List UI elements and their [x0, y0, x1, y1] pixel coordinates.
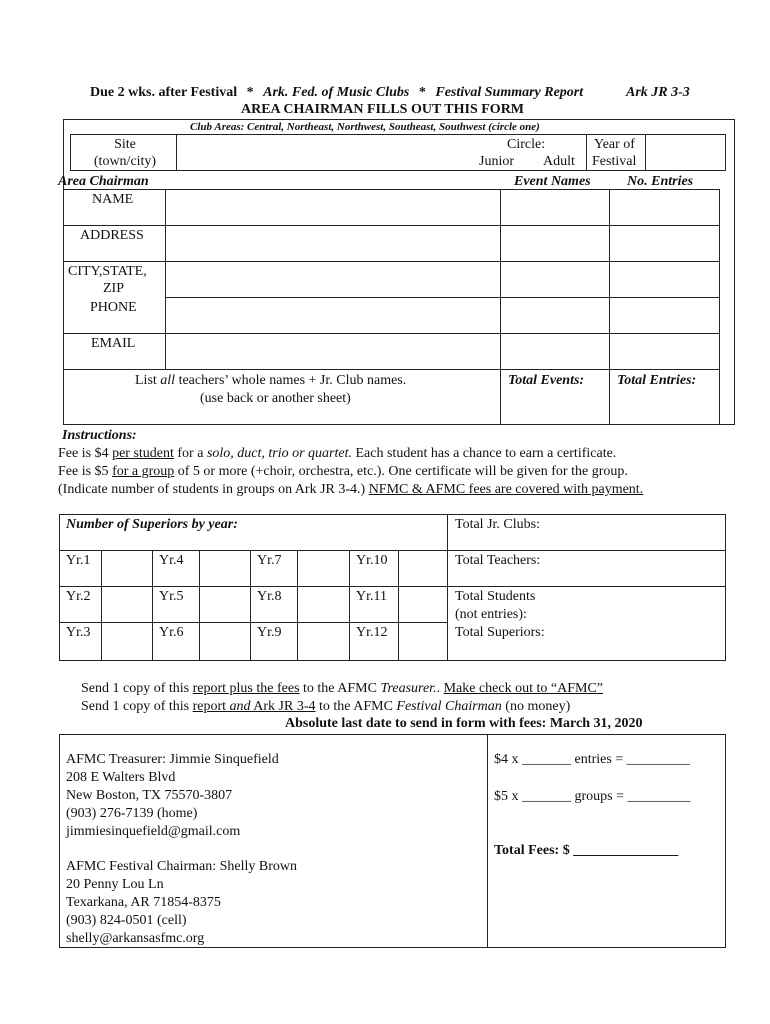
instruction-line-2 [58, 464, 628, 480]
year-9-input[interactable] [298, 623, 348, 660]
address-input[interactable] [167, 227, 498, 259]
teachers-list-note-pre: List [135, 373, 161, 388]
report-title: Festival Summary Report [435, 85, 584, 100]
name-input[interactable] [167, 191, 498, 223]
instruction-line-1 [58, 446, 616, 462]
chairman-title: AFMC Festival Chairman: Shelly Brown [66, 859, 297, 874]
year-label: Year of [594, 137, 635, 152]
teachers-list-note-all: all [160, 373, 176, 388]
total-students-label: Total Students [455, 589, 536, 604]
instr-indicate: (Indicate number of students in groups on Ark JR 3-4.) [58, 482, 369, 497]
fee-entries-line[interactable]: $4 x _______ entries = _________ [494, 752, 690, 767]
send-no-money: (no money) [501, 699, 571, 714]
treasurer-phone: (903) 276-7139 (home) [66, 806, 198, 821]
send-to-afmc-2: to the AFMC [315, 699, 397, 714]
year-12-label: Yr.12 [356, 625, 388, 640]
send-jr-3-4: Ark JR 3-4 [250, 699, 316, 714]
year-11-label: Yr.11 [356, 589, 387, 604]
year-3-input[interactable] [102, 623, 151, 660]
instr-solo-types: solo, duct, trio or quartet. [206, 446, 352, 461]
club-areas[interactable]: Club Areas: Central, Northeast, Northwest, Southeast, Southwest (circle one) [190, 121, 540, 133]
area-chairman-heading: Area Chairman [58, 174, 149, 189]
site-label: Site [114, 137, 136, 152]
send-report: report [192, 699, 230, 714]
chairman-email[interactable]: shelly@arkansasfmc.org [66, 931, 205, 946]
year-11-input[interactable] [399, 587, 446, 621]
due-note: Due 2 wks. after Festival [90, 85, 238, 100]
send-dot: . [436, 681, 444, 696]
field-label-city-state: CITY,STATE, [68, 264, 147, 279]
circle-option-junior[interactable]: Junior [479, 154, 514, 169]
chairman-phone: (903) 824-0501 (cell) [66, 913, 187, 928]
year-10-input[interactable] [399, 551, 446, 585]
field-label-phone: PHONE [90, 300, 137, 315]
field-label-address: ADDRESS [80, 228, 144, 243]
instr-fees-covered: NFMC & AFMC fees are covered with payment. [368, 482, 644, 497]
year-10-label: Yr.10 [356, 553, 388, 568]
instr-group-note: of 5 or more (+choir, orchestra, etc.). One certificate will be given for the group. [174, 464, 628, 479]
year-1-input[interactable] [102, 551, 151, 585]
deadline-note: Absolute last date to send in form with fees: March 31, 2020 [285, 716, 643, 731]
year-8-input[interactable] [298, 587, 348, 621]
total-students-note: (not entries): [455, 607, 527, 622]
year-2-input[interactable] [102, 587, 151, 621]
instr-fee-4: Fee is $4 [58, 446, 113, 461]
circle-option-adult[interactable]: Adult [543, 154, 575, 169]
total-entries-input[interactable] [611, 392, 718, 423]
header-line [90, 85, 583, 101]
total-teachers-label: Total Teachers: [455, 553, 541, 568]
instr-certificate: Each student has a chance to earn a certificate. [352, 446, 617, 461]
chairman-city: Texarkana, AR 71854-8375 [66, 895, 221, 910]
treasurer-address: 208 E Walters Blvd [66, 770, 176, 785]
year-8-label: Yr.8 [257, 589, 282, 604]
year-label-sub: Festival [592, 154, 637, 169]
event-names-input[interactable] [502, 191, 607, 367]
total-events-label: Total Events: [508, 373, 585, 388]
year-3-label: Yr.3 [66, 625, 91, 640]
year-9-label: Yr.9 [257, 625, 282, 640]
event-names-heading: Event Names [514, 174, 591, 189]
send-line-2 [81, 699, 570, 715]
organization-name: Ark. Fed. of Music Clubs [263, 85, 410, 100]
separator: * [246, 85, 254, 100]
send-1-prefix: Send 1 copy of this [81, 681, 193, 696]
instr-for-group: for a group [112, 464, 175, 479]
email-input[interactable] [167, 335, 498, 367]
city-state-zip-input[interactable] [167, 263, 498, 295]
field-label-email: EMAIL [91, 336, 136, 351]
instr-for-a: for a [173, 446, 207, 461]
treasurer-email[interactable]: jimmiesinquefield@gmail.com [66, 824, 241, 839]
treasurer-city: New Boston, TX 75570-3807 [66, 788, 233, 803]
site-label-sub: (town/city) [93, 154, 157, 169]
total-fees-line[interactable]: Total Fees: $ _______________ [494, 843, 679, 858]
year-1-label: Yr.1 [66, 553, 91, 568]
send-line-1 [81, 681, 603, 697]
field-label-zip: ZIP [103, 281, 124, 296]
year-6-label: Yr.6 [159, 625, 184, 640]
instruction-line-3 [58, 482, 643, 498]
year-5-label: Yr.5 [159, 589, 184, 604]
teachers-list-note [135, 373, 406, 389]
total-superiors-label: Total Superiors: [455, 625, 545, 640]
no-entries-heading: No. Entries [627, 174, 694, 189]
form-subtitle: AREA CHAIRMAN FILLS OUT THIS FORM [241, 102, 525, 117]
year-5-input[interactable] [200, 587, 249, 621]
fee-groups-line[interactable]: $5 x _______ groups = _________ [494, 789, 691, 804]
chairman-address: 20 Penny Lou Ln [66, 877, 164, 892]
teachers-list-note-post: teachers’ whole names + Jr. Club names. [175, 373, 407, 388]
field-label-name: NAME [92, 192, 134, 207]
instr-fee-5: Fee is $5 [58, 464, 113, 479]
total-events-input[interactable] [502, 392, 607, 423]
year-4-label: Yr.4 [159, 553, 184, 568]
send-2-prefix: Send 1 copy of this [81, 699, 193, 714]
send-to-afmc: to the AFMC [299, 681, 381, 696]
treasurer-title: AFMC Treasurer: Jimmie Sinquefield [66, 752, 279, 767]
year-7-label: Yr.7 [257, 553, 282, 568]
send-and: and [229, 699, 251, 714]
year-4-input[interactable] [200, 551, 249, 585]
separator: * [418, 85, 426, 100]
circle-label: Circle: [507, 137, 546, 152]
send-check-payable: Make check out to “AFMC” [443, 681, 604, 696]
instructions-heading: Instructions: [62, 428, 137, 443]
year-2-label: Yr.2 [66, 589, 91, 604]
instr-per-student: per student [112, 446, 174, 461]
send-treasurer: Treasurer. [380, 681, 437, 696]
send-report-fees: report plus the fees [192, 681, 300, 696]
year-input[interactable] [647, 136, 724, 169]
superiors-heading: Number of Superiors by year: [66, 517, 238, 532]
total-entries-label: Total Entries: [617, 373, 697, 388]
phone-input[interactable] [167, 299, 498, 331]
year-7-input[interactable] [298, 551, 348, 585]
form-code: Ark JR 3-3 [626, 85, 690, 100]
teachers-list-note-2: (use back or another sheet) [200, 391, 351, 406]
year-6-input[interactable] [200, 623, 249, 660]
total-clubs-label: Total Jr. Clubs: [455, 517, 540, 532]
send-festival-chairman: Festival Chairman [396, 699, 502, 714]
entries-input[interactable] [611, 191, 718, 367]
year-12-input[interactable] [399, 623, 446, 660]
